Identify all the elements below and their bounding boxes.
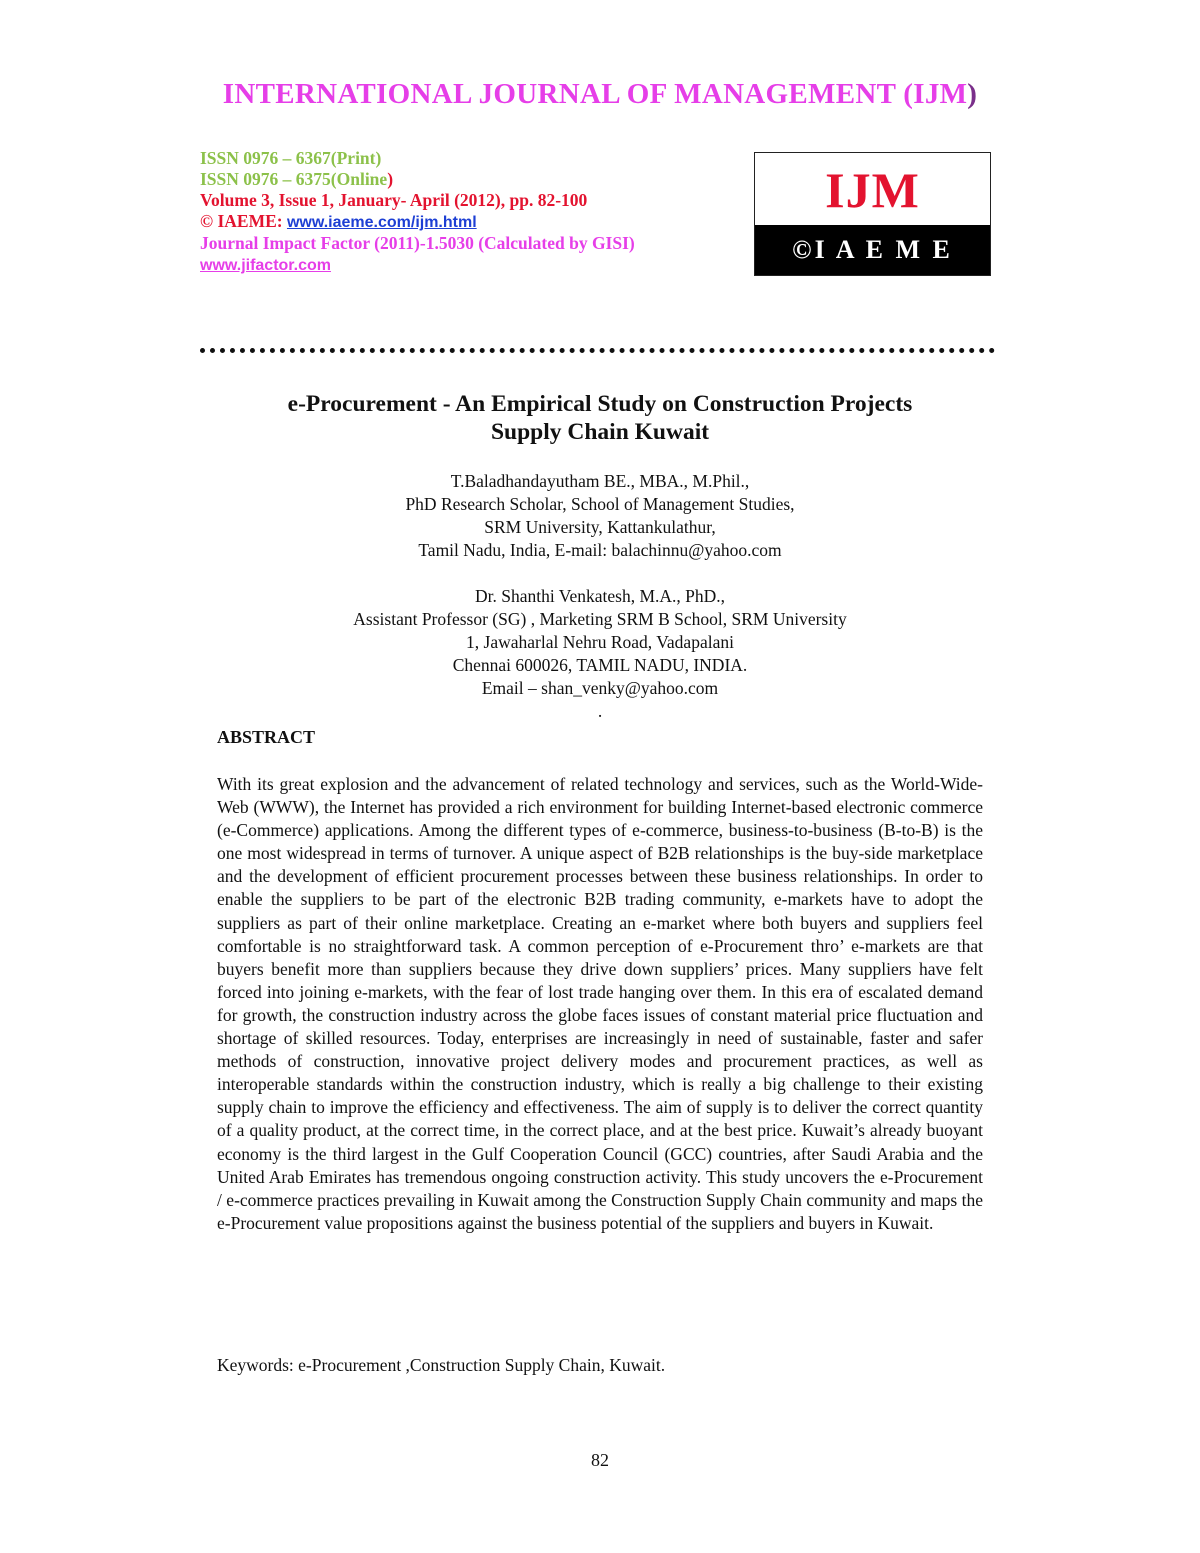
journal-title [0,78,1200,111]
keywords: Keywords: e-Procurement ,Construction Supply Chain, Kuwait. [217,1355,666,1375]
author-1-line: T.Baladhandayutham BE., MBA., M.Phil., [450,471,750,491]
jifactor-link[interactable]: www.jifactor.com [200,257,331,274]
iaeme-line [200,211,635,233]
issn-online [200,169,635,190]
volume-info: Volume 3, Issue 1, January- April (2012), pp. 82-100 [200,190,588,210]
author-2-line: 1, Jawaharlal Nehru Road, Vadapalani [466,632,734,652]
paper-title [200,390,1000,446]
author-1-line: Tamil Nadu, India, E-mail: balachinnu@yahoo.com [418,540,782,560]
page-number: 82 [591,1450,609,1470]
header-divider [200,348,995,353]
ijm-logo [754,152,991,276]
logo-ijm-text: IJM [825,162,920,218]
author-block-1 [200,470,1000,562]
authors [200,470,1000,723]
abstract-body: With its great explosion and the advancement of related technology and services, such as the World-Wide-Web (WWW), the Internet has provided a rich environment for building Internet-based electronic commerce (e-Commerce) applications. Among the different types of e-commerce, business-to-business (B-to-B) is the one most widespread in terms of turnover. A unique aspect of B2B relationships is the buy-side marketplace and the development of efficient procurement processes between these business relationships. In order to enable the suppliers to be part of the electronic B2B trading community, e-markets have to adopt the suppliers as part of their online marketplace. Creating an e-market where both buyers and suppliers feel comfortable is no straightforward task. A common perception of e-Procurement thro’ e-markets are that buyers benefit more than suppliers because they drive down suppliers’ prices. Many suppliers have felt forced into joining e-markets, with the fear of lost trade hanging over them. In this era of escalated demand for growth, the construction industry across the globe faces issues of constant material price fluctuation and shortage of skilled resources. Today, enterprises are increasingly in need of sustainable, faster and safer methods of construction, innovative project delivery modes and procurement practices, as well as interoperable standards within the construction industry, which is really a big challenge to their existing supply chain to improve the efficiency and effectiveness. The aim of supply is to deliver the correct quantity of a quality product, at the correct time, in the correct place, and at the best price. Kuwait’s already buoyant economy is the third largest in the Gulf Cooperation Council (GCC) countries, after Saudi Arabia and the United Arab Emirates has tremendous ongoing construction activity. This study uncovers the e-Procurement / e-commerce practices prevailing in Kuwait among the Construction Supply Chain community and maps the e-Procurement value propositions against the business potential of the suppliers and buyers in Kuwait. [217,774,983,1233]
iaeme-link[interactable]: www.iaeme.com/ijm.html [286,214,477,231]
issn-print: ISSN 0976 – 6367(Print) [200,148,382,168]
author-2-line: Dr. Shanthi Venkatesh, M.A., PhD., [474,586,726,606]
iaeme-prefix: © IAEME: [200,211,287,231]
author-1-line: PhD Research Scholar, School of Management Studies, [405,494,795,514]
author-2-line: Chennai 600026, TAMIL NADU, INDIA. [452,655,748,675]
journal-title-close: ) [967,78,978,110]
abstract-heading: ABSTRACT [217,727,316,747]
author-block-2 [200,585,1000,723]
paper-title-line-2: Supply Chain Kuwait [490,419,710,445]
impact-factor: Journal Impact Factor (2011)-1.5030 (Calculated by GISI) [200,233,635,253]
issn-online-text: ISSN 0976 – 6375(Online [200,169,388,189]
journal-title-text: INTERNATIONAL JOURNAL OF MANAGEMENT (IJM [222,78,968,110]
journal-meta [200,148,635,276]
paper-title-line-1: e-Procurement - An Empirical Study on Construction Projects [287,391,913,417]
author-2-line: Assistant Professor (SG) , Marketing SRM B School, SRM University [353,609,847,629]
logo-iaeme-text: ©I A E M E [755,225,990,275]
issn-online-close: ) [387,169,394,189]
author-2-line: Email – shan_venky@yahoo.com [481,678,719,698]
jifactor-line [200,254,635,276]
author-1-line: SRM University, Kattankulathur, [484,517,716,537]
author-2-line: . [597,701,603,721]
